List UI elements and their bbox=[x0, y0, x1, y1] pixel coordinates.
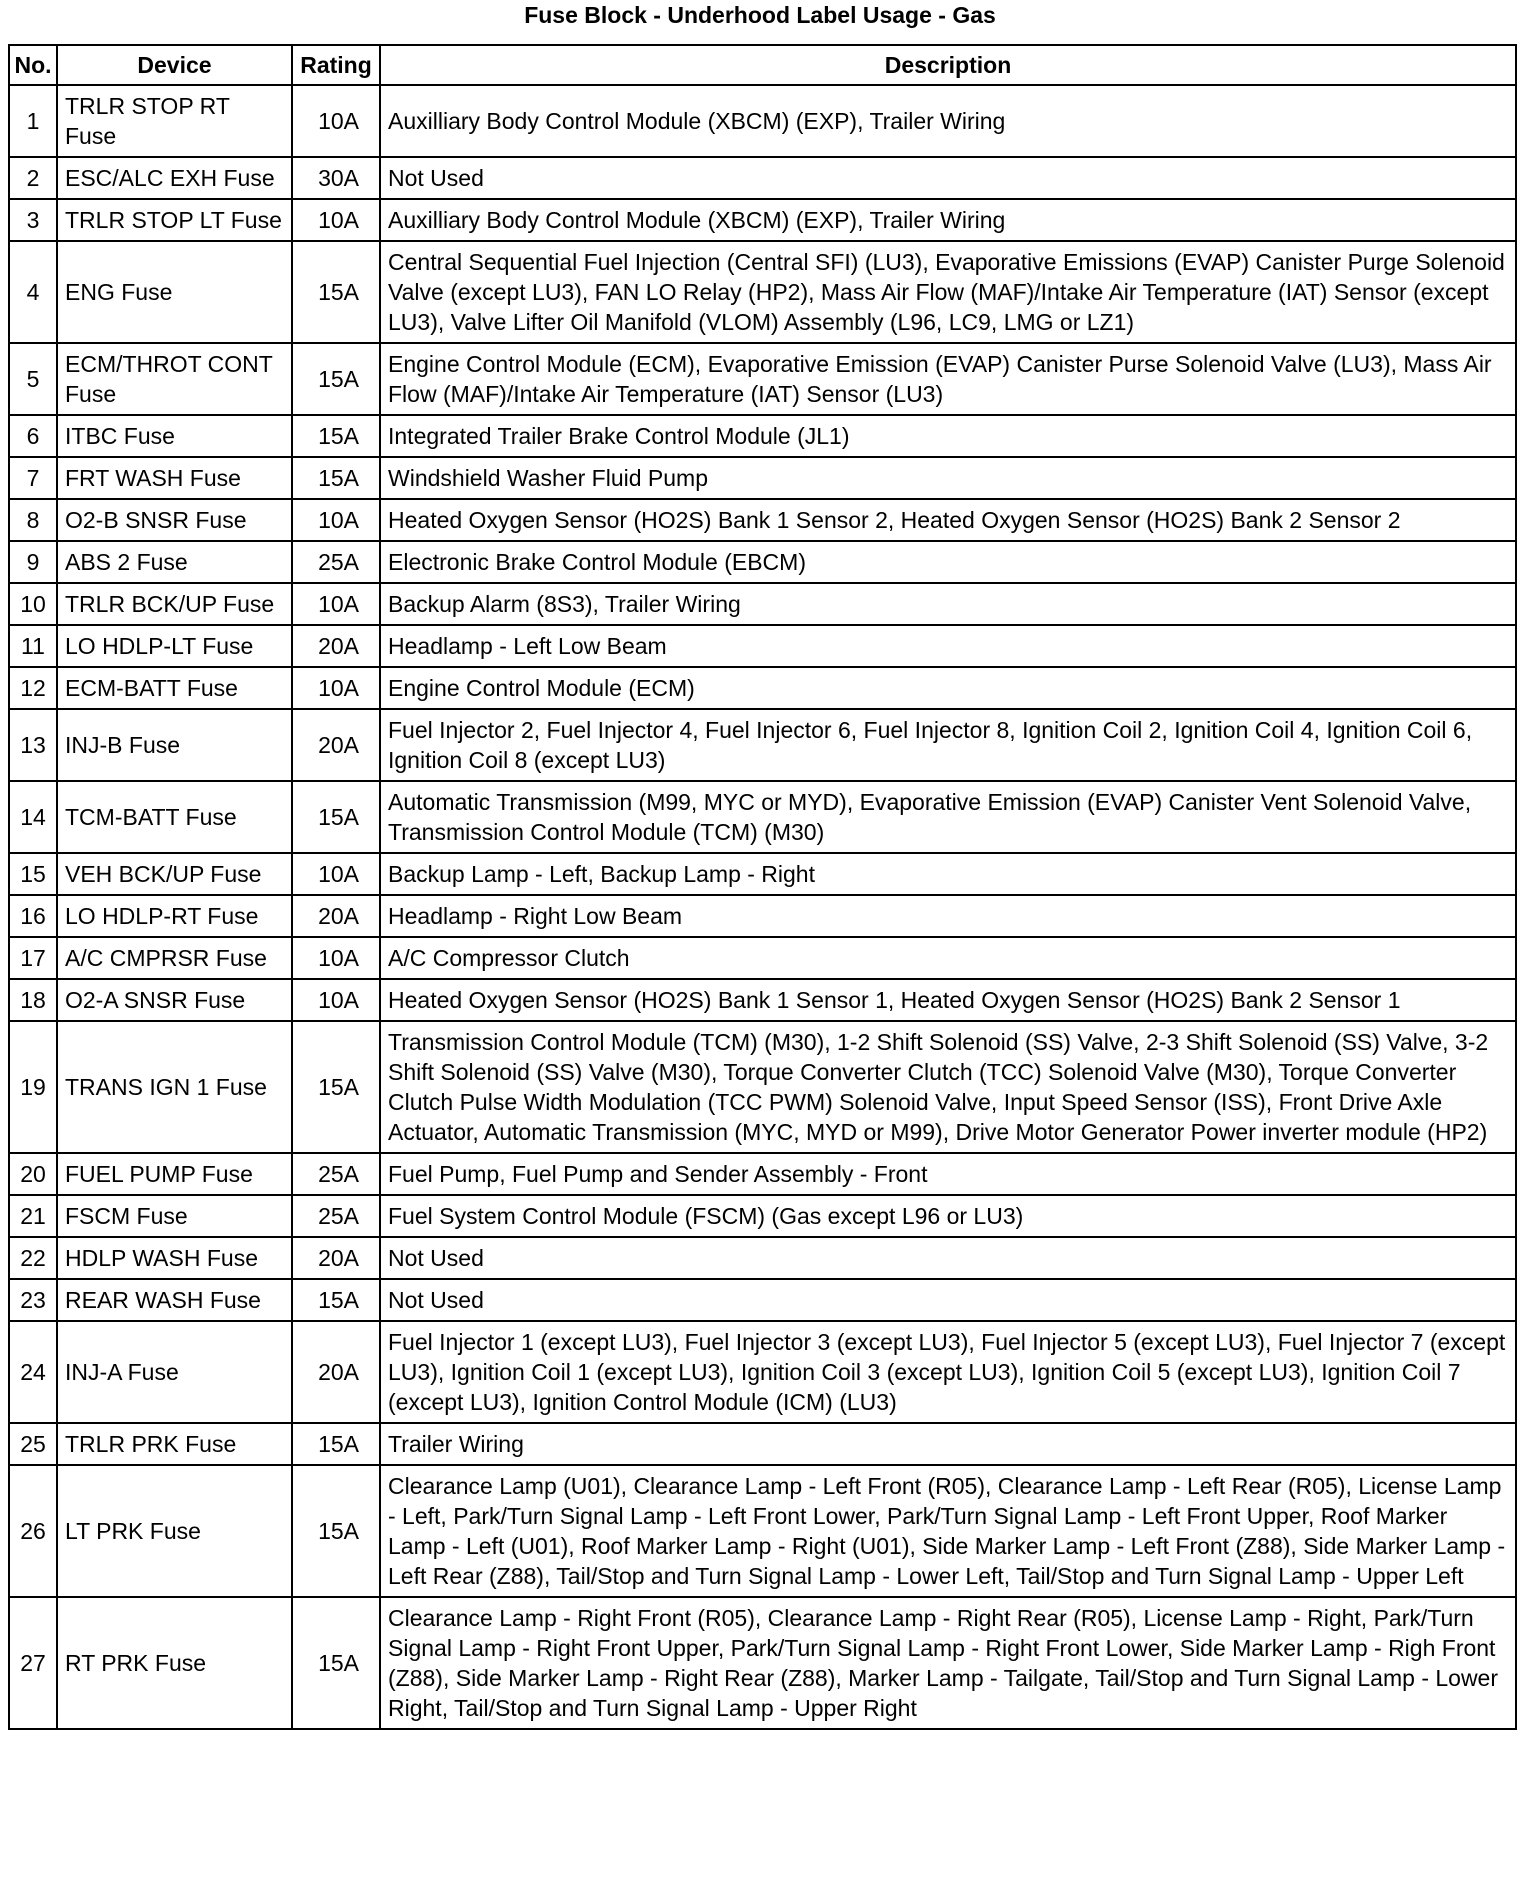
cell-description: Backup Lamp - Left, Backup Lamp - Right bbox=[380, 853, 1516, 895]
cell-rating: 20A bbox=[292, 625, 380, 667]
cell-device: ECM-BATT Fuse bbox=[57, 667, 292, 709]
cell-no: 20 bbox=[9, 1153, 57, 1195]
cell-description: Not Used bbox=[380, 1279, 1516, 1321]
cell-device: ITBC Fuse bbox=[57, 415, 292, 457]
cell-description: Heated Oxygen Sensor (HO2S) Bank 1 Sensor 1, Heated Oxygen Sensor (HO2S) Bank 2 Sensor 1 bbox=[380, 979, 1516, 1021]
cell-rating: 25A bbox=[292, 541, 380, 583]
cell-description: Engine Control Module (ECM) bbox=[380, 667, 1516, 709]
table-row bbox=[9, 1465, 1516, 1597]
cell-no: 22 bbox=[9, 1237, 57, 1279]
cell-rating: 15A bbox=[292, 1465, 380, 1597]
cell-device: LO HDLP-RT Fuse bbox=[57, 895, 292, 937]
cell-no: 2 bbox=[9, 157, 57, 199]
cell-description: Not Used bbox=[380, 157, 1516, 199]
table-row bbox=[9, 1021, 1516, 1153]
cell-rating: 10A bbox=[292, 199, 380, 241]
cell-description: Fuel Pump, Fuel Pump and Sender Assembly - Front bbox=[380, 1153, 1516, 1195]
cell-rating: 10A bbox=[292, 979, 380, 1021]
cell-no: 3 bbox=[9, 199, 57, 241]
cell-rating: 15A bbox=[292, 1021, 380, 1153]
cell-device: TRLR STOP RT Fuse bbox=[57, 85, 292, 157]
cell-description: Auxilliary Body Control Module (XBCM) (EXP), Trailer Wiring bbox=[380, 85, 1516, 157]
cell-no: 21 bbox=[9, 1195, 57, 1237]
cell-description: Electronic Brake Control Module (EBCM) bbox=[380, 541, 1516, 583]
cell-rating: 10A bbox=[292, 85, 380, 157]
table-row bbox=[9, 853, 1516, 895]
cell-rating: 20A bbox=[292, 895, 380, 937]
cell-no: 18 bbox=[9, 979, 57, 1021]
cell-device: TCM-BATT Fuse bbox=[57, 781, 292, 853]
cell-no: 23 bbox=[9, 1279, 57, 1321]
cell-description: Trailer Wiring bbox=[380, 1423, 1516, 1465]
cell-rating: 30A bbox=[292, 157, 380, 199]
cell-device: TRLR PRK Fuse bbox=[57, 1423, 292, 1465]
cell-rating: 20A bbox=[292, 1237, 380, 1279]
cell-description: Windshield Washer Fluid Pump bbox=[380, 457, 1516, 499]
cell-device: TRLR BCK/UP Fuse bbox=[57, 583, 292, 625]
cell-no: 12 bbox=[9, 667, 57, 709]
cell-no: 7 bbox=[9, 457, 57, 499]
cell-rating: 15A bbox=[292, 415, 380, 457]
table-row bbox=[9, 709, 1516, 781]
cell-rating: 25A bbox=[292, 1195, 380, 1237]
cell-rating: 15A bbox=[292, 241, 380, 343]
cell-description: Clearance Lamp (U01), Clearance Lamp - Left Front (R05), Clearance Lamp - Left Rear (R05), License Lamp - Left, Park/Turn Signal Lamp - Left Front Lower, Park/Turn Signal Lamp - Left Front Upper, Roof Marker Lamp - Left (U01), Roof Marker Lamp - Right (U01), Side Marker Lamp - Left Front (Z88), Side Marker Lamp - Left Rear (Z88), Tail/Stop and Turn Signal Lamp - Lower Left, Tail/Stop and Turn Signal Lamp - Upper Left bbox=[380, 1465, 1516, 1597]
cell-no: 11 bbox=[9, 625, 57, 667]
cell-description: Fuel Injector 2, Fuel Injector 4, Fuel Injector 6, Fuel Injector 8, Ignition Coil 2, Ignition Coil 4, Ignition Coil 6, Ignition Coil 8 (except LU3) bbox=[380, 709, 1516, 781]
cell-rating: 10A bbox=[292, 937, 380, 979]
cell-device: TRANS IGN 1 Fuse bbox=[57, 1021, 292, 1153]
cell-description: Integrated Trailer Brake Control Module (JL1) bbox=[380, 415, 1516, 457]
cell-no: 17 bbox=[9, 937, 57, 979]
cell-rating: 10A bbox=[292, 667, 380, 709]
cell-description: Heated Oxygen Sensor (HO2S) Bank 1 Sensor 2, Heated Oxygen Sensor (HO2S) Bank 2 Sensor 2 bbox=[380, 499, 1516, 541]
cell-device: HDLP WASH Fuse bbox=[57, 1237, 292, 1279]
cell-description: Clearance Lamp - Right Front (R05), Clearance Lamp - Right Rear (R05), License Lamp - Right, Park/Turn Signal Lamp - Right Front Upper, Park/Turn Signal Lamp - Right Front Lower, Side Marker Lamp - Righ Front (Z88), Side Marker Lamp - Right Rear (Z88), Marker Lamp - Tailgate, Tail/Stop and Turn Signal Lamp - Lower Right, Tail/Stop and Turn Signal Lamp - Upper Right bbox=[380, 1597, 1516, 1729]
cell-device: FSCM Fuse bbox=[57, 1195, 292, 1237]
cell-description: Transmission Control Module (TCM) (M30), 1-2 Shift Solenoid (SS) Valve, 2-3 Shift Solenoid (SS) Valve, 3-2 Shift Solenoid (SS) Valve (M30), Torque Converter Clutch (TCC) Solenoid Valve (M30), Torque Converter Clutch Pulse Width Modulation (TCC PWM) Solenoid Valve, Input Speed Sensor (ISS), Front Drive Axle Actuator, Automatic Transmission (MYC, MYD or M99), Drive Motor Generator Power inverter module (HP2) bbox=[380, 1021, 1516, 1153]
fuse-table bbox=[8, 44, 1517, 1730]
table-row bbox=[9, 415, 1516, 457]
cell-rating: 15A bbox=[292, 1597, 380, 1729]
cell-description: Engine Control Module (ECM), Evaporative Emission (EVAP) Canister Purse Solenoid Valve (LU3), Mass Air Flow (MAF)/Intake Air Temperature (IAT) Sensor (LU3) bbox=[380, 343, 1516, 415]
cell-device: INJ-B Fuse bbox=[57, 709, 292, 781]
cell-device: ECM/THROT CONT Fuse bbox=[57, 343, 292, 415]
cell-rating: 10A bbox=[292, 853, 380, 895]
cell-device: FRT WASH Fuse bbox=[57, 457, 292, 499]
table-row bbox=[9, 157, 1516, 199]
cell-description: A/C Compressor Clutch bbox=[380, 937, 1516, 979]
cell-description: Automatic Transmission (M99, MYC or MYD), Evaporative Emission (EVAP) Canister Vent Solenoid Valve, Transmission Control Module (TCM) (M30) bbox=[380, 781, 1516, 853]
cell-no: 15 bbox=[9, 853, 57, 895]
table-row bbox=[9, 1597, 1516, 1729]
cell-no: 6 bbox=[9, 415, 57, 457]
cell-no: 27 bbox=[9, 1597, 57, 1729]
cell-no: 1 bbox=[9, 85, 57, 157]
cell-description: Fuel System Control Module (FSCM) (Gas except L96 or LU3) bbox=[380, 1195, 1516, 1237]
header-device: Device bbox=[57, 45, 292, 85]
table-row bbox=[9, 979, 1516, 1021]
table-row bbox=[9, 583, 1516, 625]
header-no: No. bbox=[9, 45, 57, 85]
table-row bbox=[9, 625, 1516, 667]
page-title: Fuse Block - Underhood Label Usage - Gas bbox=[524, 2, 996, 28]
table-row bbox=[9, 457, 1516, 499]
table-row bbox=[9, 781, 1516, 853]
cell-no: 24 bbox=[9, 1321, 57, 1423]
table-row bbox=[9, 343, 1516, 415]
cell-no: 4 bbox=[9, 241, 57, 343]
cell-rating: 20A bbox=[292, 709, 380, 781]
header-rating: Rating bbox=[292, 45, 380, 85]
cell-rating: 15A bbox=[292, 1279, 380, 1321]
cell-description: Not Used bbox=[380, 1237, 1516, 1279]
cell-device: VEH BCK/UP Fuse bbox=[57, 853, 292, 895]
cell-rating: 15A bbox=[292, 1423, 380, 1465]
cell-rating: 10A bbox=[292, 499, 380, 541]
table-row bbox=[9, 1279, 1516, 1321]
cell-device: RT PRK Fuse bbox=[57, 1597, 292, 1729]
cell-description: Headlamp - Left Low Beam bbox=[380, 625, 1516, 667]
table-row bbox=[9, 1237, 1516, 1279]
cell-no: 26 bbox=[9, 1465, 57, 1597]
cell-no: 8 bbox=[9, 499, 57, 541]
cell-no: 16 bbox=[9, 895, 57, 937]
cell-device: REAR WASH Fuse bbox=[57, 1279, 292, 1321]
table-body bbox=[9, 85, 1516, 1729]
cell-device: ABS 2 Fuse bbox=[57, 541, 292, 583]
table-row bbox=[9, 937, 1516, 979]
table-row bbox=[9, 667, 1516, 709]
table-row bbox=[9, 1423, 1516, 1465]
header-description: Description bbox=[380, 45, 1516, 85]
cell-device: LO HDLP-LT Fuse bbox=[57, 625, 292, 667]
cell-no: 9 bbox=[9, 541, 57, 583]
cell-no: 25 bbox=[9, 1423, 57, 1465]
cell-no: 10 bbox=[9, 583, 57, 625]
cell-no: 19 bbox=[9, 1021, 57, 1153]
cell-description: Fuel Injector 1 (except LU3), Fuel Injector 3 (except LU3), Fuel Injector 5 (except LU3), Fuel Injector 7 (except LU3), Ignition Coil 1 (except LU3), Ignition Coil 3 (except LU3), Ignition Coil 5 (except LU3), Ignition Coil 7 (except LU3), Ignition Control Module (ICM) (LU3) bbox=[380, 1321, 1516, 1423]
cell-rating: 15A bbox=[292, 343, 380, 415]
cell-no: 13 bbox=[9, 709, 57, 781]
cell-rating: 15A bbox=[292, 457, 380, 499]
cell-no: 14 bbox=[9, 781, 57, 853]
cell-rating: 10A bbox=[292, 583, 380, 625]
cell-description: Central Sequential Fuel Injection (Central SFI) (LU3), Evaporative Emissions (EVAP) Canister Purge Solenoid Valve (except LU3), FAN LO Relay (HP2), Mass Air Flow (MAF)/Intake Air Temperature (IAT) Sensor (except LU3), Valve Lifter Oil Manifold (VLOM) Assembly (L96, LC9, LMG or LZ1) bbox=[380, 241, 1516, 343]
cell-device: A/C CMPRSR Fuse bbox=[57, 937, 292, 979]
cell-device: ESC/ALC EXH Fuse bbox=[57, 157, 292, 199]
cell-description: Headlamp - Right Low Beam bbox=[380, 895, 1516, 937]
cell-rating: 20A bbox=[292, 1321, 380, 1423]
table-row bbox=[9, 1153, 1516, 1195]
table-row bbox=[9, 85, 1516, 157]
table-row bbox=[9, 1195, 1516, 1237]
cell-description: Auxilliary Body Control Module (XBCM) (EXP), Trailer Wiring bbox=[380, 199, 1516, 241]
table-row bbox=[9, 1321, 1516, 1423]
cell-rating: 15A bbox=[292, 781, 380, 853]
table-row bbox=[9, 895, 1516, 937]
table-header-row bbox=[9, 45, 1516, 85]
cell-no: 5 bbox=[9, 343, 57, 415]
cell-device: TRLR STOP LT Fuse bbox=[57, 199, 292, 241]
cell-device: INJ-A Fuse bbox=[57, 1321, 292, 1423]
cell-device: O2-B SNSR Fuse bbox=[57, 499, 292, 541]
table-row bbox=[9, 199, 1516, 241]
cell-device: LT PRK Fuse bbox=[57, 1465, 292, 1597]
cell-device: O2-A SNSR Fuse bbox=[57, 979, 292, 1021]
table-row bbox=[9, 241, 1516, 343]
table-row bbox=[9, 541, 1516, 583]
cell-description: Backup Alarm (8S3), Trailer Wiring bbox=[380, 583, 1516, 625]
cell-device: FUEL PUMP Fuse bbox=[57, 1153, 292, 1195]
table-row bbox=[9, 499, 1516, 541]
cell-device: ENG Fuse bbox=[57, 241, 292, 343]
cell-rating: 25A bbox=[292, 1153, 380, 1195]
